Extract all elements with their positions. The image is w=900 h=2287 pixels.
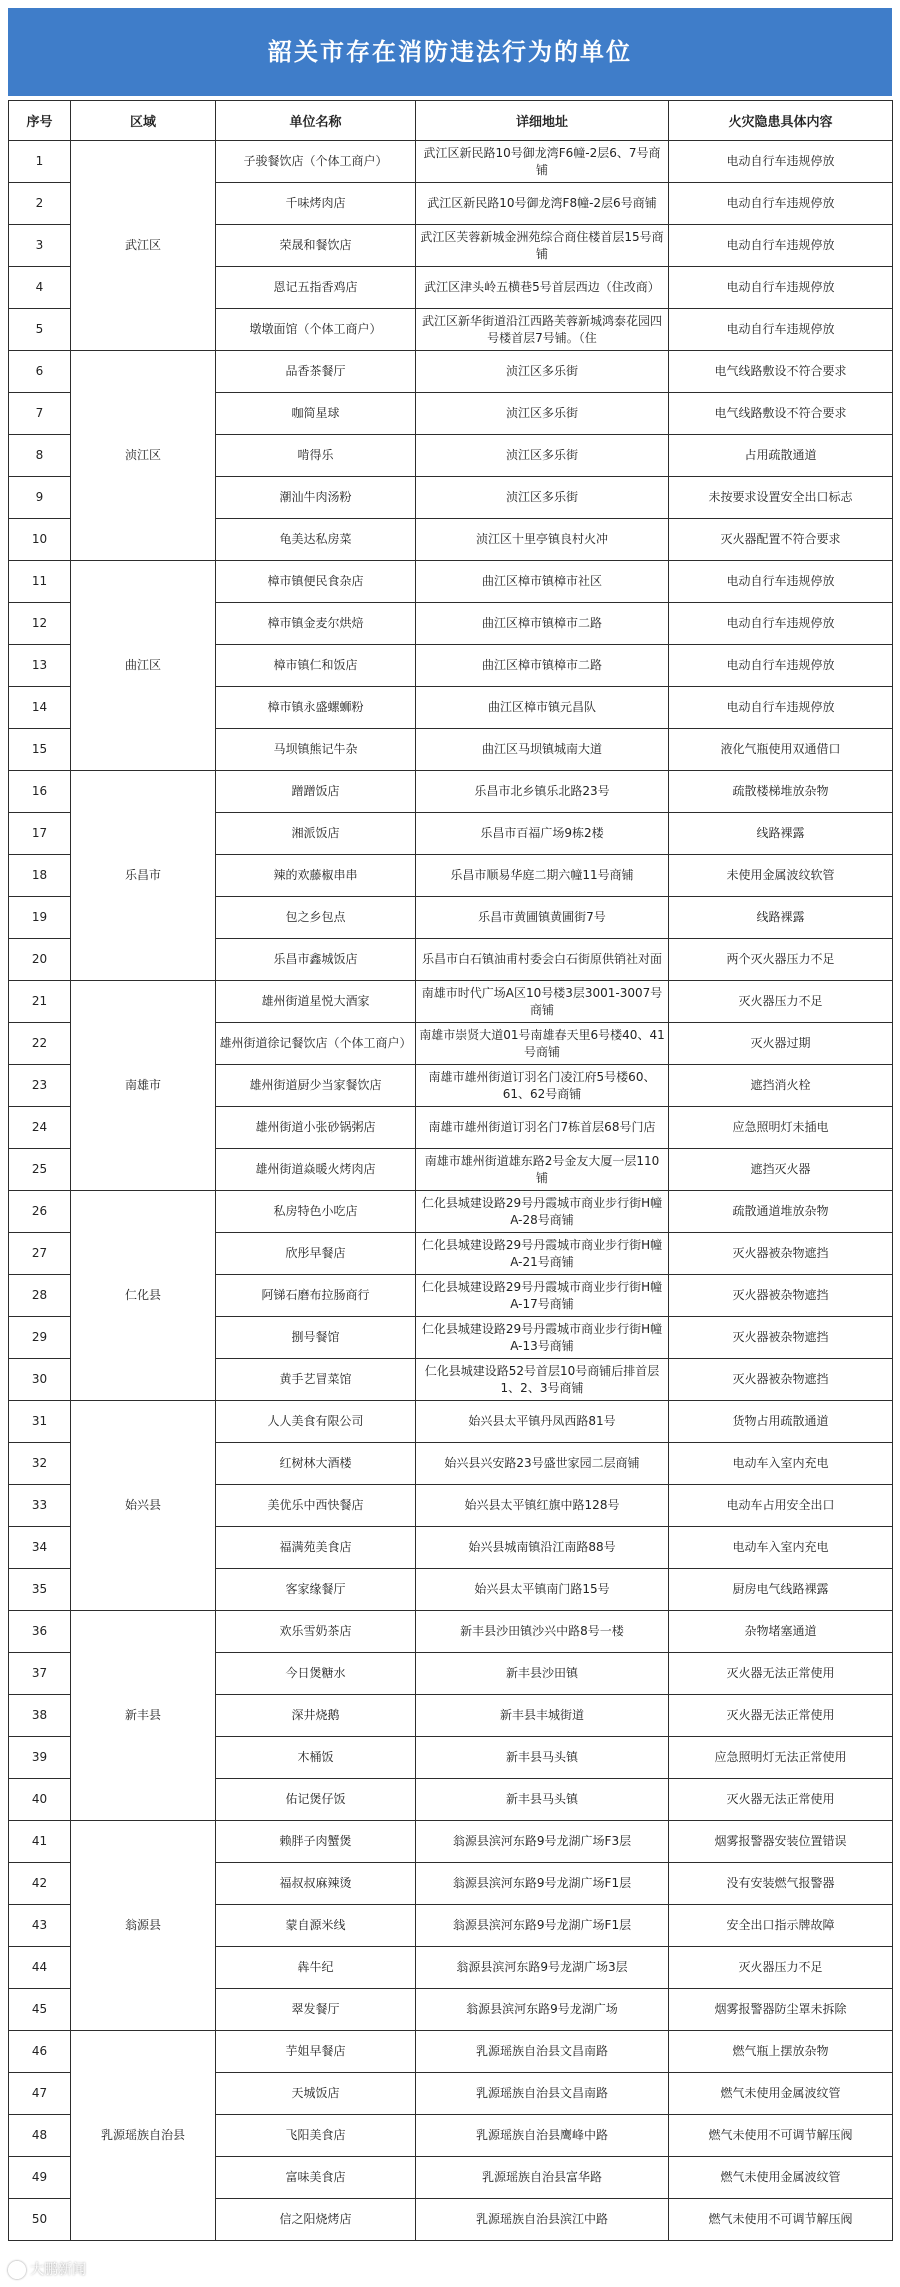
- row-index-cell: 29: [9, 1317, 71, 1359]
- unit-name-cell: 品香茶餐厅: [216, 351, 416, 393]
- watermark-text: 大鹏新闻: [30, 2262, 86, 2278]
- unit-name-cell: 佑记煲仔饭: [216, 1779, 416, 1821]
- hazard-cell: 疏散楼梯堆放杂物: [669, 771, 893, 813]
- header-row: [9, 101, 893, 141]
- hazard-cell: 电动车入室内充电: [669, 1527, 893, 1569]
- unit-name-cell: 翠发餐厅: [216, 1989, 416, 2031]
- row-index-cell: 20: [9, 939, 71, 981]
- address-cell: 仁化县城建设路29号丹霞城市商业步行街H幢A-13号商铺: [416, 1317, 669, 1359]
- region-cell: 武江区: [71, 141, 216, 351]
- row-index-cell: 25: [9, 1149, 71, 1191]
- hazard-cell: 未使用金属波纹软管: [669, 855, 893, 897]
- row-index-cell: 1: [9, 141, 71, 183]
- address-cell: 武江区新民路10号御龙湾F6幢-2层6、7号商铺: [416, 141, 669, 183]
- hazard-cell: 安全出口指示牌故障: [669, 1905, 893, 1947]
- row-index-cell: 47: [9, 2073, 71, 2115]
- address-cell: 南雄市崇贤大道01号南雄春天里6号楼40、41号商铺: [416, 1023, 669, 1065]
- header-cell-hazard: 火灾隐患具体内容: [669, 101, 893, 141]
- region-cell: 仁化县: [71, 1191, 216, 1401]
- address-cell: 新丰县马头镇: [416, 1737, 669, 1779]
- address-cell: 始兴县太平镇红旗中路128号: [416, 1485, 669, 1527]
- row-index-cell: 12: [9, 603, 71, 645]
- hazard-cell: 燃气瓶上摆放杂物: [669, 2031, 893, 2073]
- address-cell: 乳源瑶族自治县鹰峰中路: [416, 2115, 669, 2157]
- table-row: [9, 1821, 893, 1863]
- table-row: [9, 771, 893, 813]
- unit-name-cell: 雄州街道徐记餐饮店（个体工商户）: [216, 1023, 416, 1065]
- hazard-cell: 遮挡灭火器: [669, 1149, 893, 1191]
- hazard-cell: 灭火器被杂物遮挡: [669, 1317, 893, 1359]
- unit-name-cell: 乐昌市鑫城饭店: [216, 939, 416, 981]
- row-index-cell: 49: [9, 2157, 71, 2199]
- unit-name-cell: 信之阳烧烤店: [216, 2199, 416, 2241]
- page-title: 韶关市存在消防违法行为的单位: [268, 38, 632, 66]
- hazard-cell: 电动自行车违规停放: [669, 309, 893, 351]
- row-index-cell: 30: [9, 1359, 71, 1401]
- address-cell: 乐昌市黄圃镇黄圃街7号: [416, 897, 669, 939]
- address-cell: 曲江区樟市镇元昌队: [416, 687, 669, 729]
- unit-name-cell: 马坝镇熊记牛杂: [216, 729, 416, 771]
- hazard-cell: 灭火器无法正常使用: [669, 1695, 893, 1737]
- row-index-cell: 13: [9, 645, 71, 687]
- row-index-cell: 21: [9, 981, 71, 1023]
- unit-name-cell: 人人美食有限公司: [216, 1401, 416, 1443]
- address-cell: 南雄市雄州街道订羽名门7栋首层68号门店: [416, 1107, 669, 1149]
- address-cell: 乳源瑶族自治县文昌南路: [416, 2073, 669, 2115]
- hazard-cell: 电动自行车违规停放: [669, 141, 893, 183]
- row-index-cell: 43: [9, 1905, 71, 1947]
- hazard-cell: 应急照明灯无法正常使用: [669, 1737, 893, 1779]
- row-index-cell: 4: [9, 267, 71, 309]
- row-index-cell: 19: [9, 897, 71, 939]
- region-cell: 乐昌市: [71, 771, 216, 981]
- unit-name-cell: 犇牛纪: [216, 1947, 416, 1989]
- row-index-cell: 35: [9, 1569, 71, 1611]
- address-cell: 新丰县沙田镇: [416, 1653, 669, 1695]
- address-cell: 翁源县滨河东路9号龙湖广场F1层: [416, 1905, 669, 1947]
- address-cell: 浈江区多乐街: [416, 435, 669, 477]
- address-cell: 曲江区马坝镇城南大道: [416, 729, 669, 771]
- address-cell: 仁化县城建设路52号首层10号商铺后排首层1、2、3号商铺: [416, 1359, 669, 1401]
- address-cell: 南雄市雄州街道订羽名门凌江府5号楼60、61、62号商铺: [416, 1065, 669, 1107]
- unit-name-cell: 墩墩面馆（个体工商户）: [216, 309, 416, 351]
- region-cell: 曲江区: [71, 561, 216, 771]
- unit-name-cell: 湘派饭店: [216, 813, 416, 855]
- address-cell: 浈江区十里亭镇良村火冲: [416, 519, 669, 561]
- unit-name-cell: 福满苑美食店: [216, 1527, 416, 1569]
- hazard-cell: 液化气瓶使用双通借口: [669, 729, 893, 771]
- address-cell: 翁源县滨河东路9号龙湖广场F1层: [416, 1863, 669, 1905]
- address-cell: 仁化县城建设路29号丹霞城市商业步行街H幢A-28号商铺: [416, 1191, 669, 1233]
- address-cell: 武江区芙蓉新城金洲苑综合商住楼首层15号商铺: [416, 225, 669, 267]
- address-cell: 新丰县马头镇: [416, 1779, 669, 1821]
- address-cell: 南雄市雄州街道雄东路2号金友大厦一层110铺: [416, 1149, 669, 1191]
- address-cell: 乳源瑶族自治县文昌南路: [416, 2031, 669, 2073]
- hazard-cell: 烟雾报警器安装位置错误: [669, 1821, 893, 1863]
- hazard-cell: 灭火器过期: [669, 1023, 893, 1065]
- hazard-cell: 灭火器配置不符合要求: [669, 519, 893, 561]
- row-index-cell: 23: [9, 1065, 71, 1107]
- header-cell-index: 序号: [9, 101, 71, 141]
- row-index-cell: 5: [9, 309, 71, 351]
- address-cell: 翁源县滨河东路9号龙湖广场: [416, 1989, 669, 2031]
- unit-name-cell: 恩记五指香鸡店: [216, 267, 416, 309]
- table-row: [9, 351, 893, 393]
- unit-name-cell: 美优乐中西快餐店: [216, 1485, 416, 1527]
- hazard-cell: 电动车入室内充电: [669, 1443, 893, 1485]
- address-cell: 武江区新华街道沿江西路芙蓉新城鸿泰花园四号楼首层7号铺。（住: [416, 309, 669, 351]
- unit-name-cell: 咖简星球: [216, 393, 416, 435]
- table-row: [9, 141, 893, 183]
- title-banner: [8, 8, 892, 96]
- address-cell: 浈江区多乐街: [416, 477, 669, 519]
- row-index-cell: 2: [9, 183, 71, 225]
- address-cell: 浈江区多乐街: [416, 351, 669, 393]
- address-cell: 武江区新民路10号御龙湾F8幢-2层6号商铺: [416, 183, 669, 225]
- hazard-cell: 燃气未使用金属波纹管: [669, 2073, 893, 2115]
- row-index-cell: 34: [9, 1527, 71, 1569]
- hazard-cell: 电动自行车违规停放: [669, 183, 893, 225]
- table-row: [9, 1191, 893, 1233]
- hazard-cell: 灭火器无法正常使用: [669, 1653, 893, 1695]
- row-index-cell: 7: [9, 393, 71, 435]
- unit-name-cell: 红树林大酒楼: [216, 1443, 416, 1485]
- unit-name-cell: 雄州街道厨少当家餐饮店: [216, 1065, 416, 1107]
- row-index-cell: 22: [9, 1023, 71, 1065]
- row-index-cell: 31: [9, 1401, 71, 1443]
- region-cell: 乳源瑶族自治县: [71, 2031, 216, 2241]
- unit-name-cell: 欢乐雪奶茶店: [216, 1611, 416, 1653]
- hazard-cell: 燃气未使用不可调节解压阀: [669, 2199, 893, 2241]
- hazard-cell: 灭火器无法正常使用: [669, 1779, 893, 1821]
- hazard-cell: 杂物堵塞通道: [669, 1611, 893, 1653]
- row-index-cell: 40: [9, 1779, 71, 1821]
- hazard-cell: 未按要求设置安全出口标志: [669, 477, 893, 519]
- hazard-cell: 电动车占用安全出口: [669, 1485, 893, 1527]
- unit-name-cell: 捌号餐馆: [216, 1317, 416, 1359]
- unit-name-cell: 今日煲糖水: [216, 1653, 416, 1695]
- unit-name-cell: 樟市镇永盛螺蛳粉: [216, 687, 416, 729]
- row-index-cell: 6: [9, 351, 71, 393]
- region-cell: 翁源县: [71, 1821, 216, 2031]
- region-cell: 始兴县: [71, 1401, 216, 1611]
- row-index-cell: 37: [9, 1653, 71, 1695]
- unit-name-cell: 潮汕牛肉汤粉: [216, 477, 416, 519]
- unit-name-cell: 赖胖子肉蟹煲: [216, 1821, 416, 1863]
- row-index-cell: 11: [9, 561, 71, 603]
- address-cell: 始兴县太平镇南门路15号: [416, 1569, 669, 1611]
- address-cell: 曲江区樟市镇樟市二路: [416, 603, 669, 645]
- address-cell: 始兴县太平镇丹凤西路81号: [416, 1401, 669, 1443]
- header-cell-region: 区域: [71, 101, 216, 141]
- hazard-cell: 没有安装燃气报警器: [669, 1863, 893, 1905]
- row-index-cell: 24: [9, 1107, 71, 1149]
- address-cell: 新丰县丰城街道: [416, 1695, 669, 1737]
- hazard-cell: 燃气未使用金属波纹管: [669, 2157, 893, 2199]
- address-cell: 新丰县沙田镇沙兴中路8号一楼: [416, 1611, 669, 1653]
- row-index-cell: 32: [9, 1443, 71, 1485]
- row-index-cell: 3: [9, 225, 71, 267]
- hazard-cell: 疏散通道堆放杂物: [669, 1191, 893, 1233]
- address-cell: 乐昌市白石镇油甫村委会白石街原供销社对面: [416, 939, 669, 981]
- unit-name-cell: 天城饭店: [216, 2073, 416, 2115]
- row-index-cell: 39: [9, 1737, 71, 1779]
- unit-name-cell: 阿锑石磨布拉肠商行: [216, 1275, 416, 1317]
- hazard-cell: 电气线路敷设不符合要求: [669, 351, 893, 393]
- unit-name-cell: 龟美达私房菜: [216, 519, 416, 561]
- row-index-cell: 42: [9, 1863, 71, 1905]
- row-index-cell: 26: [9, 1191, 71, 1233]
- table-row: [9, 561, 893, 603]
- address-cell: 仁化县城建设路29号丹霞城市商业步行街H幢A-17号商铺: [416, 1275, 669, 1317]
- unit-name-cell: 樟市镇仁和饭店: [216, 645, 416, 687]
- unit-name-cell: 蹭蹭饭店: [216, 771, 416, 813]
- unit-name-cell: 富味美食店: [216, 2157, 416, 2199]
- hazard-cell: 电动自行车违规停放: [669, 603, 893, 645]
- row-index-cell: 48: [9, 2115, 71, 2157]
- address-cell: 仁化县城建设路29号丹霞城市商业步行街H幢A-21号商铺: [416, 1233, 669, 1275]
- hazard-cell: 线路裸露: [669, 897, 893, 939]
- unit-name-cell: 雄州街道小张砂锅粥店: [216, 1107, 416, 1149]
- unit-name-cell: 飞阳美食店: [216, 2115, 416, 2157]
- address-cell: 南雄市时代广场A区10号楼3层3001-3007号商铺: [416, 981, 669, 1023]
- unit-name-cell: 包之乡包点: [216, 897, 416, 939]
- hazard-cell: 灭火器被杂物遮挡: [669, 1275, 893, 1317]
- unit-name-cell: 雄州街道星悦大酒家: [216, 981, 416, 1023]
- unit-name-cell: 樟市镇金麦尔烘焙: [216, 603, 416, 645]
- hazard-cell: 占用疏散通道: [669, 435, 893, 477]
- hazard-cell: 电动自行车违规停放: [669, 561, 893, 603]
- hazard-cell: 灭火器被杂物遮挡: [669, 1359, 893, 1401]
- table-row: [9, 1611, 893, 1653]
- header-cell-address: 详细地址: [416, 101, 669, 141]
- row-index-cell: 9: [9, 477, 71, 519]
- watermark: [8, 2258, 86, 2282]
- address-cell: 乳源瑶族自治县富华路: [416, 2157, 669, 2199]
- unit-name-cell: 蒙自源米线: [216, 1905, 416, 1947]
- unit-name-cell: 雄州街道焱暖火烤肉店: [216, 1149, 416, 1191]
- row-index-cell: 44: [9, 1947, 71, 1989]
- row-index-cell: 46: [9, 2031, 71, 2073]
- hazard-cell: 应急照明灯未插电: [669, 1107, 893, 1149]
- row-index-cell: 36: [9, 1611, 71, 1653]
- address-cell: 乐昌市百福广场9栋2楼: [416, 813, 669, 855]
- address-cell: 曲江区樟市镇樟市二路: [416, 645, 669, 687]
- row-index-cell: 16: [9, 771, 71, 813]
- address-cell: 翁源县滨河东路9号龙湖广场F3层: [416, 1821, 669, 1863]
- unit-name-cell: 黄手艺冒菜馆: [216, 1359, 416, 1401]
- table-body: [9, 141, 893, 2241]
- row-index-cell: 10: [9, 519, 71, 561]
- row-index-cell: 18: [9, 855, 71, 897]
- unit-name-cell: 啃得乐: [216, 435, 416, 477]
- row-index-cell: 45: [9, 1989, 71, 2031]
- logo-icon: [8, 2261, 26, 2279]
- unit-name-cell: 私房特色小吃店: [216, 1191, 416, 1233]
- row-index-cell: 8: [9, 435, 71, 477]
- hazard-cell: 电动自行车违规停放: [669, 645, 893, 687]
- unit-name-cell: 客家缘餐厅: [216, 1569, 416, 1611]
- hazard-cell: 电气线路敷设不符合要求: [669, 393, 893, 435]
- address-cell: 翁源县滨河东路9号龙湖广场3层: [416, 1947, 669, 1989]
- row-index-cell: 33: [9, 1485, 71, 1527]
- table-row: [9, 2031, 893, 2073]
- region-cell: 新丰县: [71, 1611, 216, 1821]
- hazard-cell: 电动自行车违规停放: [669, 687, 893, 729]
- row-index-cell: 38: [9, 1695, 71, 1737]
- row-index-cell: 15: [9, 729, 71, 771]
- hazard-cell: 灭火器压力不足: [669, 1947, 893, 1989]
- unit-name-cell: 子骏餐饮店（个体工商户）: [216, 141, 416, 183]
- hazard-cell: 线路裸露: [669, 813, 893, 855]
- hazard-cell: 烟雾报警器防尘罩未拆除: [669, 1989, 893, 2031]
- address-cell: 浈江区多乐街: [416, 393, 669, 435]
- header-cell-unit-name: 单位名称: [216, 101, 416, 141]
- unit-name-cell: 荣晟和餐饮店: [216, 225, 416, 267]
- unit-name-cell: 樟市镇便民食杂店: [216, 561, 416, 603]
- region-cell: 浈江区: [71, 351, 216, 561]
- unit-name-cell: 深井烧鹅: [216, 1695, 416, 1737]
- table-row: [9, 1401, 893, 1443]
- hazard-cell: 货物占用疏散通道: [669, 1401, 893, 1443]
- address-cell: 始兴县城南镇沿江南路88号: [416, 1527, 669, 1569]
- address-cell: 始兴县兴安路23号盛世家园二层商铺: [416, 1443, 669, 1485]
- hazard-cell: 厨房电气线路裸露: [669, 1569, 893, 1611]
- row-index-cell: 28: [9, 1275, 71, 1317]
- violations-table: [8, 100, 893, 2241]
- address-cell: 乐昌市顺易华庭二期六幢11号商铺: [416, 855, 669, 897]
- address-cell: 武江区津头岭五横巷5号首层西边（住改商）: [416, 267, 669, 309]
- hazard-cell: 灭火器被杂物遮挡: [669, 1233, 893, 1275]
- unit-name-cell: 芋姐早餐店: [216, 2031, 416, 2073]
- row-index-cell: 17: [9, 813, 71, 855]
- unit-name-cell: 千味烤肉店: [216, 183, 416, 225]
- unit-name-cell: 木桶饭: [216, 1737, 416, 1779]
- table-row: [9, 981, 893, 1023]
- address-cell: 曲江区樟市镇樟市社区: [416, 561, 669, 603]
- row-index-cell: 41: [9, 1821, 71, 1863]
- hazard-cell: 灭火器压力不足: [669, 981, 893, 1023]
- row-index-cell: 27: [9, 1233, 71, 1275]
- hazard-cell: 电动自行车违规停放: [669, 225, 893, 267]
- unit-name-cell: 辣的欢藤椒串串: [216, 855, 416, 897]
- row-index-cell: 14: [9, 687, 71, 729]
- hazard-cell: 燃气未使用不可调节解压阀: [669, 2115, 893, 2157]
- address-cell: 乐昌市北乡镇乐北路23号: [416, 771, 669, 813]
- region-cell: 南雄市: [71, 981, 216, 1191]
- hazard-cell: 两个灭火器压力不足: [669, 939, 893, 981]
- unit-name-cell: 欣彤早餐店: [216, 1233, 416, 1275]
- address-cell: 乳源瑶族自治县滨江中路: [416, 2199, 669, 2241]
- row-index-cell: 50: [9, 2199, 71, 2241]
- unit-name-cell: 福叔叔麻辣烫: [216, 1863, 416, 1905]
- hazard-cell: 电动自行车违规停放: [669, 267, 893, 309]
- hazard-cell: 遮挡消火栓: [669, 1065, 893, 1107]
